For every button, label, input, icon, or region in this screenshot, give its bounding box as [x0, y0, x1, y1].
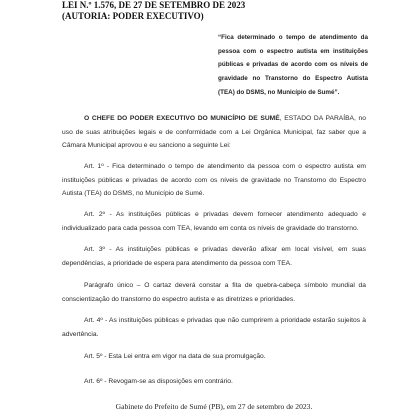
article-6: Art. 6º - Revogam-se as disposições em contrário. — [84, 378, 233, 385]
article-2: Art. 2º - As instituições públicas e privadas devem fornecer atendimento adequado e individualizado para cada pessoa com TEA, levando em conta os níveis de gravidade do transtorno. — [62, 211, 366, 232]
enactment-lead: O CHEFE DO PODER EXECUTIVO DO MUNICÍPIO DE SUMÉ — [84, 115, 280, 122]
article-1: Art. 1º - Fica determinado o tempo de atendimento da pessoa com o espectro autista em instituições públicas e privadas de acordo com os níveis de gravidade no Transtorno do Espectro Autista (TEA) do DSMS, no Município de Sumé. — [62, 163, 366, 197]
law-number: LEI N.º 1.576, DE 27 DE SETEMBRO DE 2023 — [62, 0, 246, 10]
law-header — [62, 0, 245, 22]
article-3: Art. 3º - As instituições públicas e privadas deverão afixar em local visível, em suas dependências, a prioridade de espera para atendimento da pessoa com TEA. — [62, 246, 366, 267]
article-4: Art. 4º - As instituições públicas e privadas que não cumprirem a prioridade estarão sujeitos à advertência. — [62, 317, 366, 338]
enactment-text: , ESTADO DA PARAÍBA, no uso de suas atribuições legais e de conformidade com a Lei Orgânica Municipal, faz saber que a Câmara Municipal aprovou e eu sanciono a seguinte Lei: — [62, 115, 366, 149]
article-5: Art. 5º - Esta Lei entra em vigor na data de sua promulgação. — [84, 353, 266, 360]
signature-line: Gabinete do Prefeito de Sumé (PB), em 27 de setembro de 2023. — [115, 402, 313, 411]
sole-paragraph: Parágrafo único – O cartaz deverá constar a fita de quebra-cabeça símbolo mundial da conscientização do transtorno do espectro autista e as diretrizes e prioridades. — [62, 282, 366, 303]
law-authorship: (AUTORIA: PODER EXECUTIVO) — [62, 11, 204, 21]
enactment-clause — [62, 112, 366, 153]
law-summary: “Fica determinado o tempo de atendimento da pessoa com o espectro autista em instituições públicas e privadas de acordo com os níveis de gravidade no Transtorno do Espectro Autista (TEA) do DSMS, no Município de Sumé”. — [218, 34, 368, 96]
